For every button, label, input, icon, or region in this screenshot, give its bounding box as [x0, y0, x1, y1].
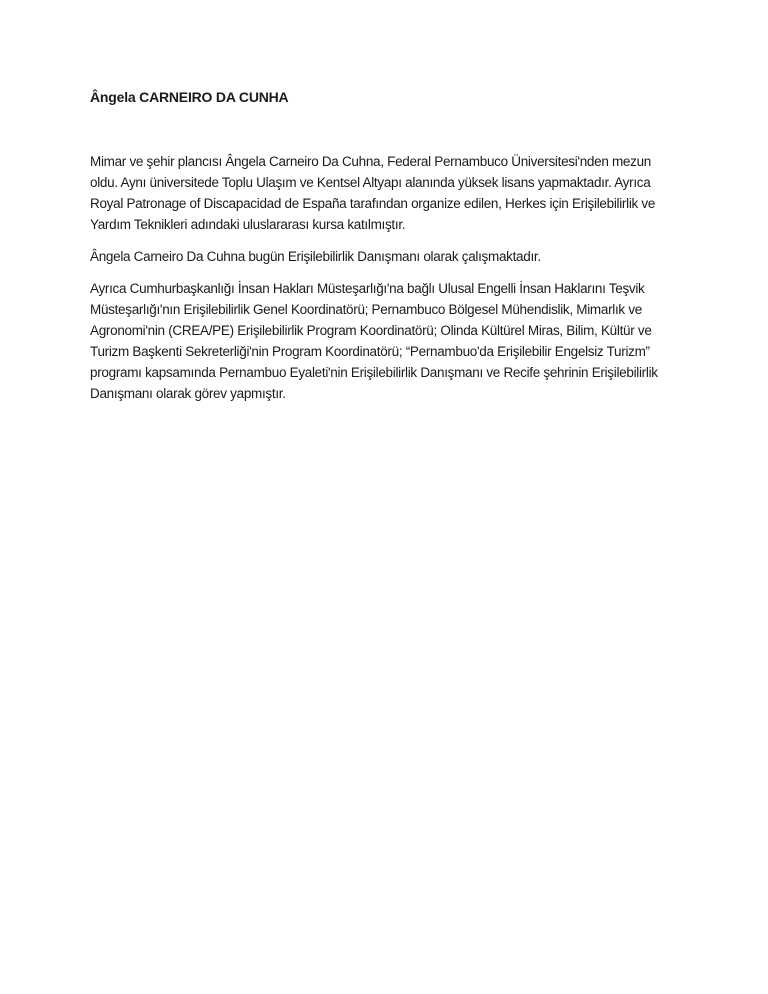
paragraph-career-history: Ayrıca Cumhurbaşkanlığı İnsan Hakları Müsteşarlığı'na bağlı Ulusal Engelli İnsan Haklarını Teşvik Müsteşarlığı'nın Erişilebilirlik Genel Koordinatörü; Pernambuco Bölgesel Mühendislik, Mimarlık ve Agronomi'nin (CREA/PE) Erişilebilirlik Program Koordinatörü; Olinda Kültürel Miras, Bilim, Kültür ve Turizm Başkenti Sekreterliği'nin Program Koordinatörü; “Pernambuo'da Erişilebilir Engelsiz Turizm” programı kapsamında Pernambuo Eyaleti'nin Erişilebilirlik Danışmanı ve Recife şehrinin Erişilebilirlik Danışmanı olarak görev yapmıştır. — [90, 281, 658, 401]
paragraph-current-role: Ângela Carneiro Da Cuhna bugün Erişilebilirlik Danışmanı olarak çalışmaktadır. — [90, 249, 541, 264]
paragraph-bio-education: Mimar ve şehir plancısı Ângela Carneiro Da Cuhna, Federal Pernambuco Üniversitesi'nden mezun oldu. Aynı üniversitede Toplu Ulaşım ve Kentsel Altyapı alanında yüksek lisans yapmaktadır. Ayrıca Royal Patronage of Discapacidad de España tarafından organize edilen, Herkes için Erişilebilirlik ve Yardım Teknikleri adındaki uluslararası kursa katılmıştır. — [90, 154, 656, 232]
document-title: Ângela CARNEIRO DA CUNHA — [90, 89, 289, 105]
